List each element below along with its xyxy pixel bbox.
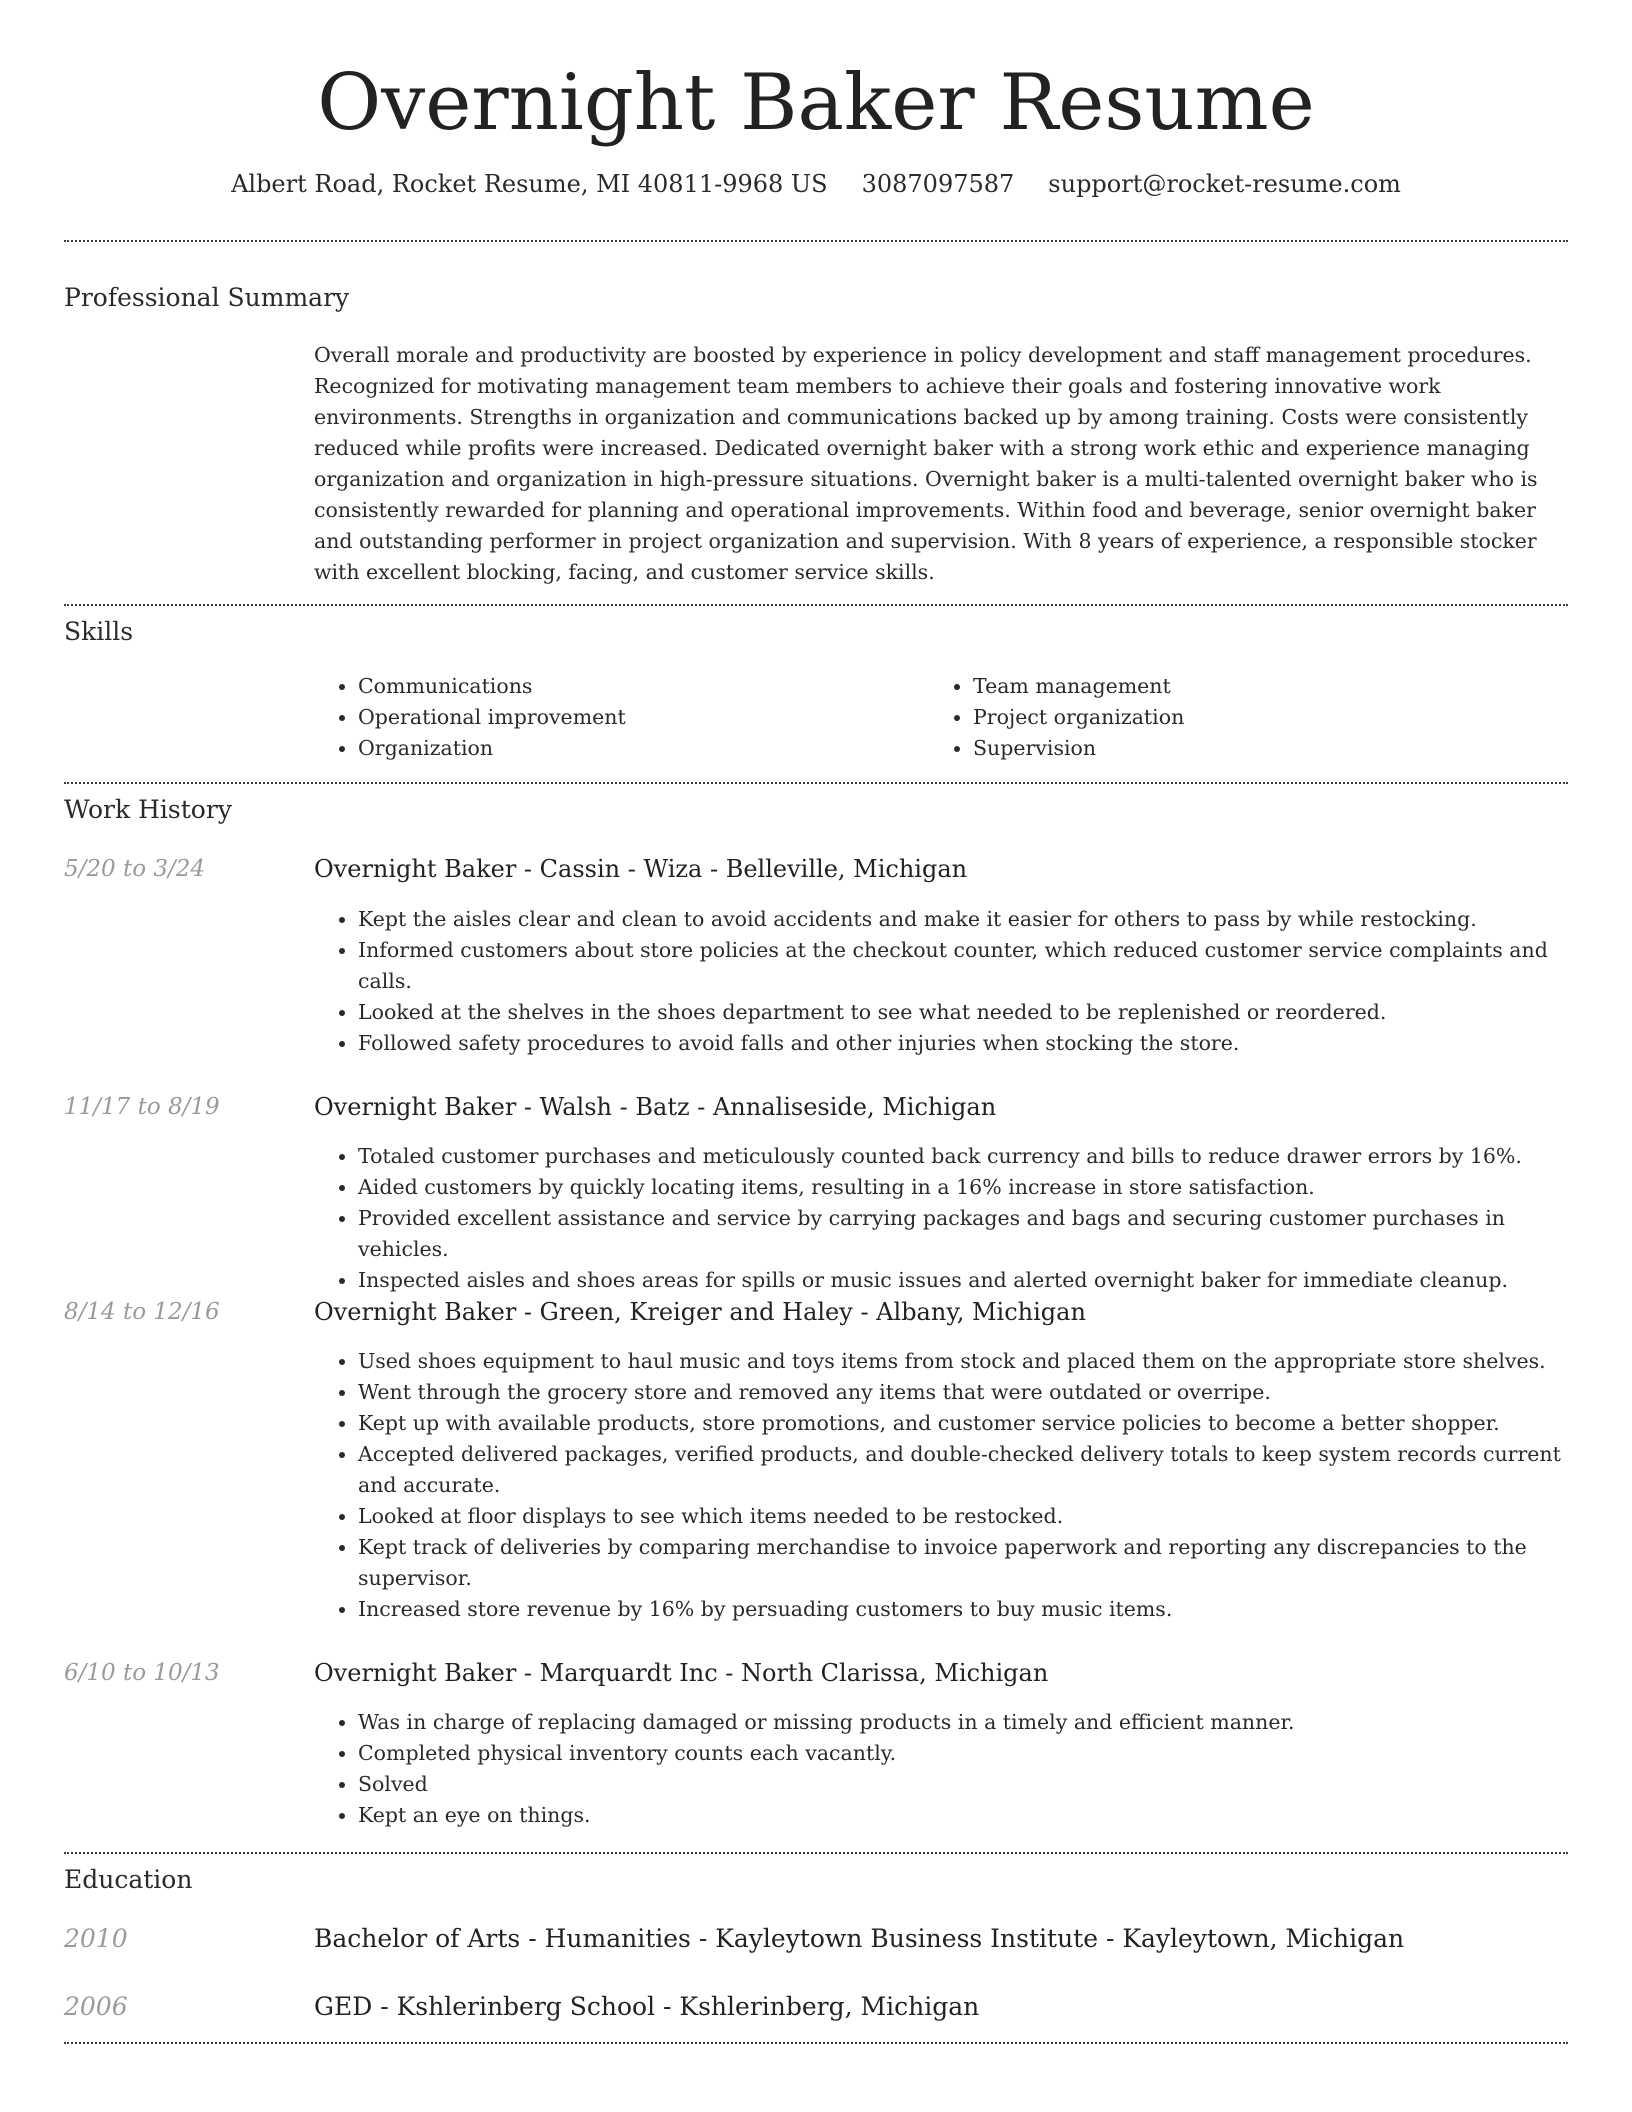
skills-list-right	[929, 671, 1184, 764]
education-year: 2006	[64, 1992, 128, 2021]
job-dates: 6/10 to 10/13	[64, 1660, 220, 1686]
skill-item: • Team management	[973, 671, 1184, 702]
job-bullet: • Kept an eye on things.	[358, 1800, 1568, 1831]
job-bullet: • Went through the grocery store and removed any items that were outdated or overripe.	[358, 1377, 1568, 1408]
job-bullet: • Informed customers about store policies at the checkout counter, which reduced customer service complaints and calls.	[358, 935, 1568, 997]
job-dates: 11/17 to 8/19	[64, 1094, 220, 1120]
job-bullet: • Accepted delivered packages, verified products, and double-checked delivery totals to keep system records current and accurate.	[358, 1439, 1568, 1501]
job-bullet: • Was in charge of replacing damaged or missing products in a timely and efficient manner.	[358, 1707, 1568, 1738]
skills-heading: Skills	[64, 617, 134, 646]
job-bullets	[314, 1346, 1568, 1625]
contact-address: Albert Road, Rocket Resume, MI 40811-9968 US	[231, 170, 828, 198]
job-bullet: • Used shoes equipment to haul music and toys items from stock and placed them on the appropriate store shelves.	[358, 1346, 1568, 1377]
contact-line	[0, 166, 1632, 202]
job-bullet: • Inspected aisles and shoes areas for spills or music issues and alerted overnight baker for immediate cleanup.	[358, 1265, 1568, 1296]
skill-item: • Communications	[358, 671, 626, 702]
job-bullets	[314, 1141, 1568, 1296]
skill-item: • Organization	[358, 733, 626, 764]
job-dates: 5/20 to 3/24	[64, 856, 206, 882]
job-title: Overnight Baker - Marquardt Inc - North Clarissa, Michigan	[314, 1659, 1049, 1687]
job-bullet: • Looked at floor displays to see which items needed to be restocked.	[358, 1501, 1568, 1532]
job-bullet: • Provided excellent assistance and service by carrying packages and bags and securing customer purchases in vehicles.	[358, 1203, 1568, 1265]
job-bullet: • Kept the aisles clear and clean to avoid accidents and make it easier for others to pass by while restocking.	[358, 904, 1568, 935]
skill-item: • Project organization	[973, 702, 1184, 733]
education-year: 2010	[64, 1924, 128, 1953]
job-dates: 8/14 to 12/16	[64, 1299, 220, 1325]
skill-item: • Supervision	[973, 733, 1184, 764]
summary-heading: Professional Summary	[64, 283, 350, 312]
job-bullet: • Looked at the shelves in the shoes department to see what needed to be replenished or reordered.	[358, 997, 1568, 1028]
job-title: Overnight Baker - Cassin - Wiza - Belleville, Michigan	[314, 855, 968, 883]
job-bullets	[314, 904, 1568, 1059]
job-bullet: • Kept up with available products, store promotions, and customer service policies to become a better shopper.	[358, 1408, 1568, 1439]
job-bullet: • Increased store revenue by 16% by persuading customers to buy music items.	[358, 1594, 1568, 1625]
job-bullet: • Kept track of deliveries by comparing merchandise to invoice paperwork and reporting any discrepancies to the supervisor.	[358, 1532, 1568, 1594]
resume-title: Overnight Baker Resume	[317, 58, 1315, 148]
contact-phone: 3087097587	[861, 170, 1015, 198]
education-heading: Education	[64, 1865, 193, 1894]
job-bullet: • Completed physical inventory counts each vacantly.	[358, 1738, 1568, 1769]
job-bullet: • Followed safety procedures to avoid falls and other injuries when stocking the store.	[358, 1028, 1568, 1059]
section-divider	[64, 2042, 1568, 2044]
section-divider	[64, 240, 1568, 242]
summary-text: Overall morale and productivity are boosted by experience in policy development and staff management procedures. Recognized for motivating management team members to achieve their goals and fostering innovative work environments. Strengths in organization and communications backed up by among training. Costs were consistently reduced while profits were increased. Dedicated overnight baker with a strong work ethic and experience managing organization and organization in high-pressure situations. Overnight baker is a multi-talented overnight baker who is consistently rewarded for planning and operational improvements. Within food and beverage, senior overnight baker and outstanding performer in project organization and supervision. With 8 years of experience, a responsible stocker with excellent blocking, facing, and customer service skills.	[314, 343, 1538, 584]
job-title: Overnight Baker - Green, Kreiger and Haley - Albany, Michigan	[314, 1298, 1086, 1326]
job-title: Overnight Baker - Walsh - Batz - Annaliseside, Michigan	[314, 1093, 997, 1121]
job-bullets	[314, 1707, 1568, 1831]
contact-email: support@rocket-resume.com	[1048, 170, 1401, 198]
education-title: Bachelor of Arts - Humanities - Kayleytown Business Institute - Kayleytown, Michigan	[314, 1924, 1405, 1953]
section-divider	[64, 604, 1568, 606]
education-title: GED - Kshlerinberg School - Kshlerinberg, Michigan	[314, 1992, 980, 2021]
work-history-heading: Work History	[64, 795, 232, 824]
skills-list-left	[314, 671, 626, 764]
skill-item: • Operational improvement	[358, 702, 626, 733]
job-bullet: • Solved	[358, 1769, 1568, 1800]
section-divider	[64, 782, 1568, 784]
section-divider	[64, 1852, 1568, 1854]
job-bullet: • Totaled customer purchases and meticulously counted back currency and bills to reduce drawer errors by 16%.	[358, 1141, 1568, 1172]
job-bullet: • Aided customers by quickly locating items, resulting in a 16% increase in store satisfaction.	[358, 1172, 1568, 1203]
